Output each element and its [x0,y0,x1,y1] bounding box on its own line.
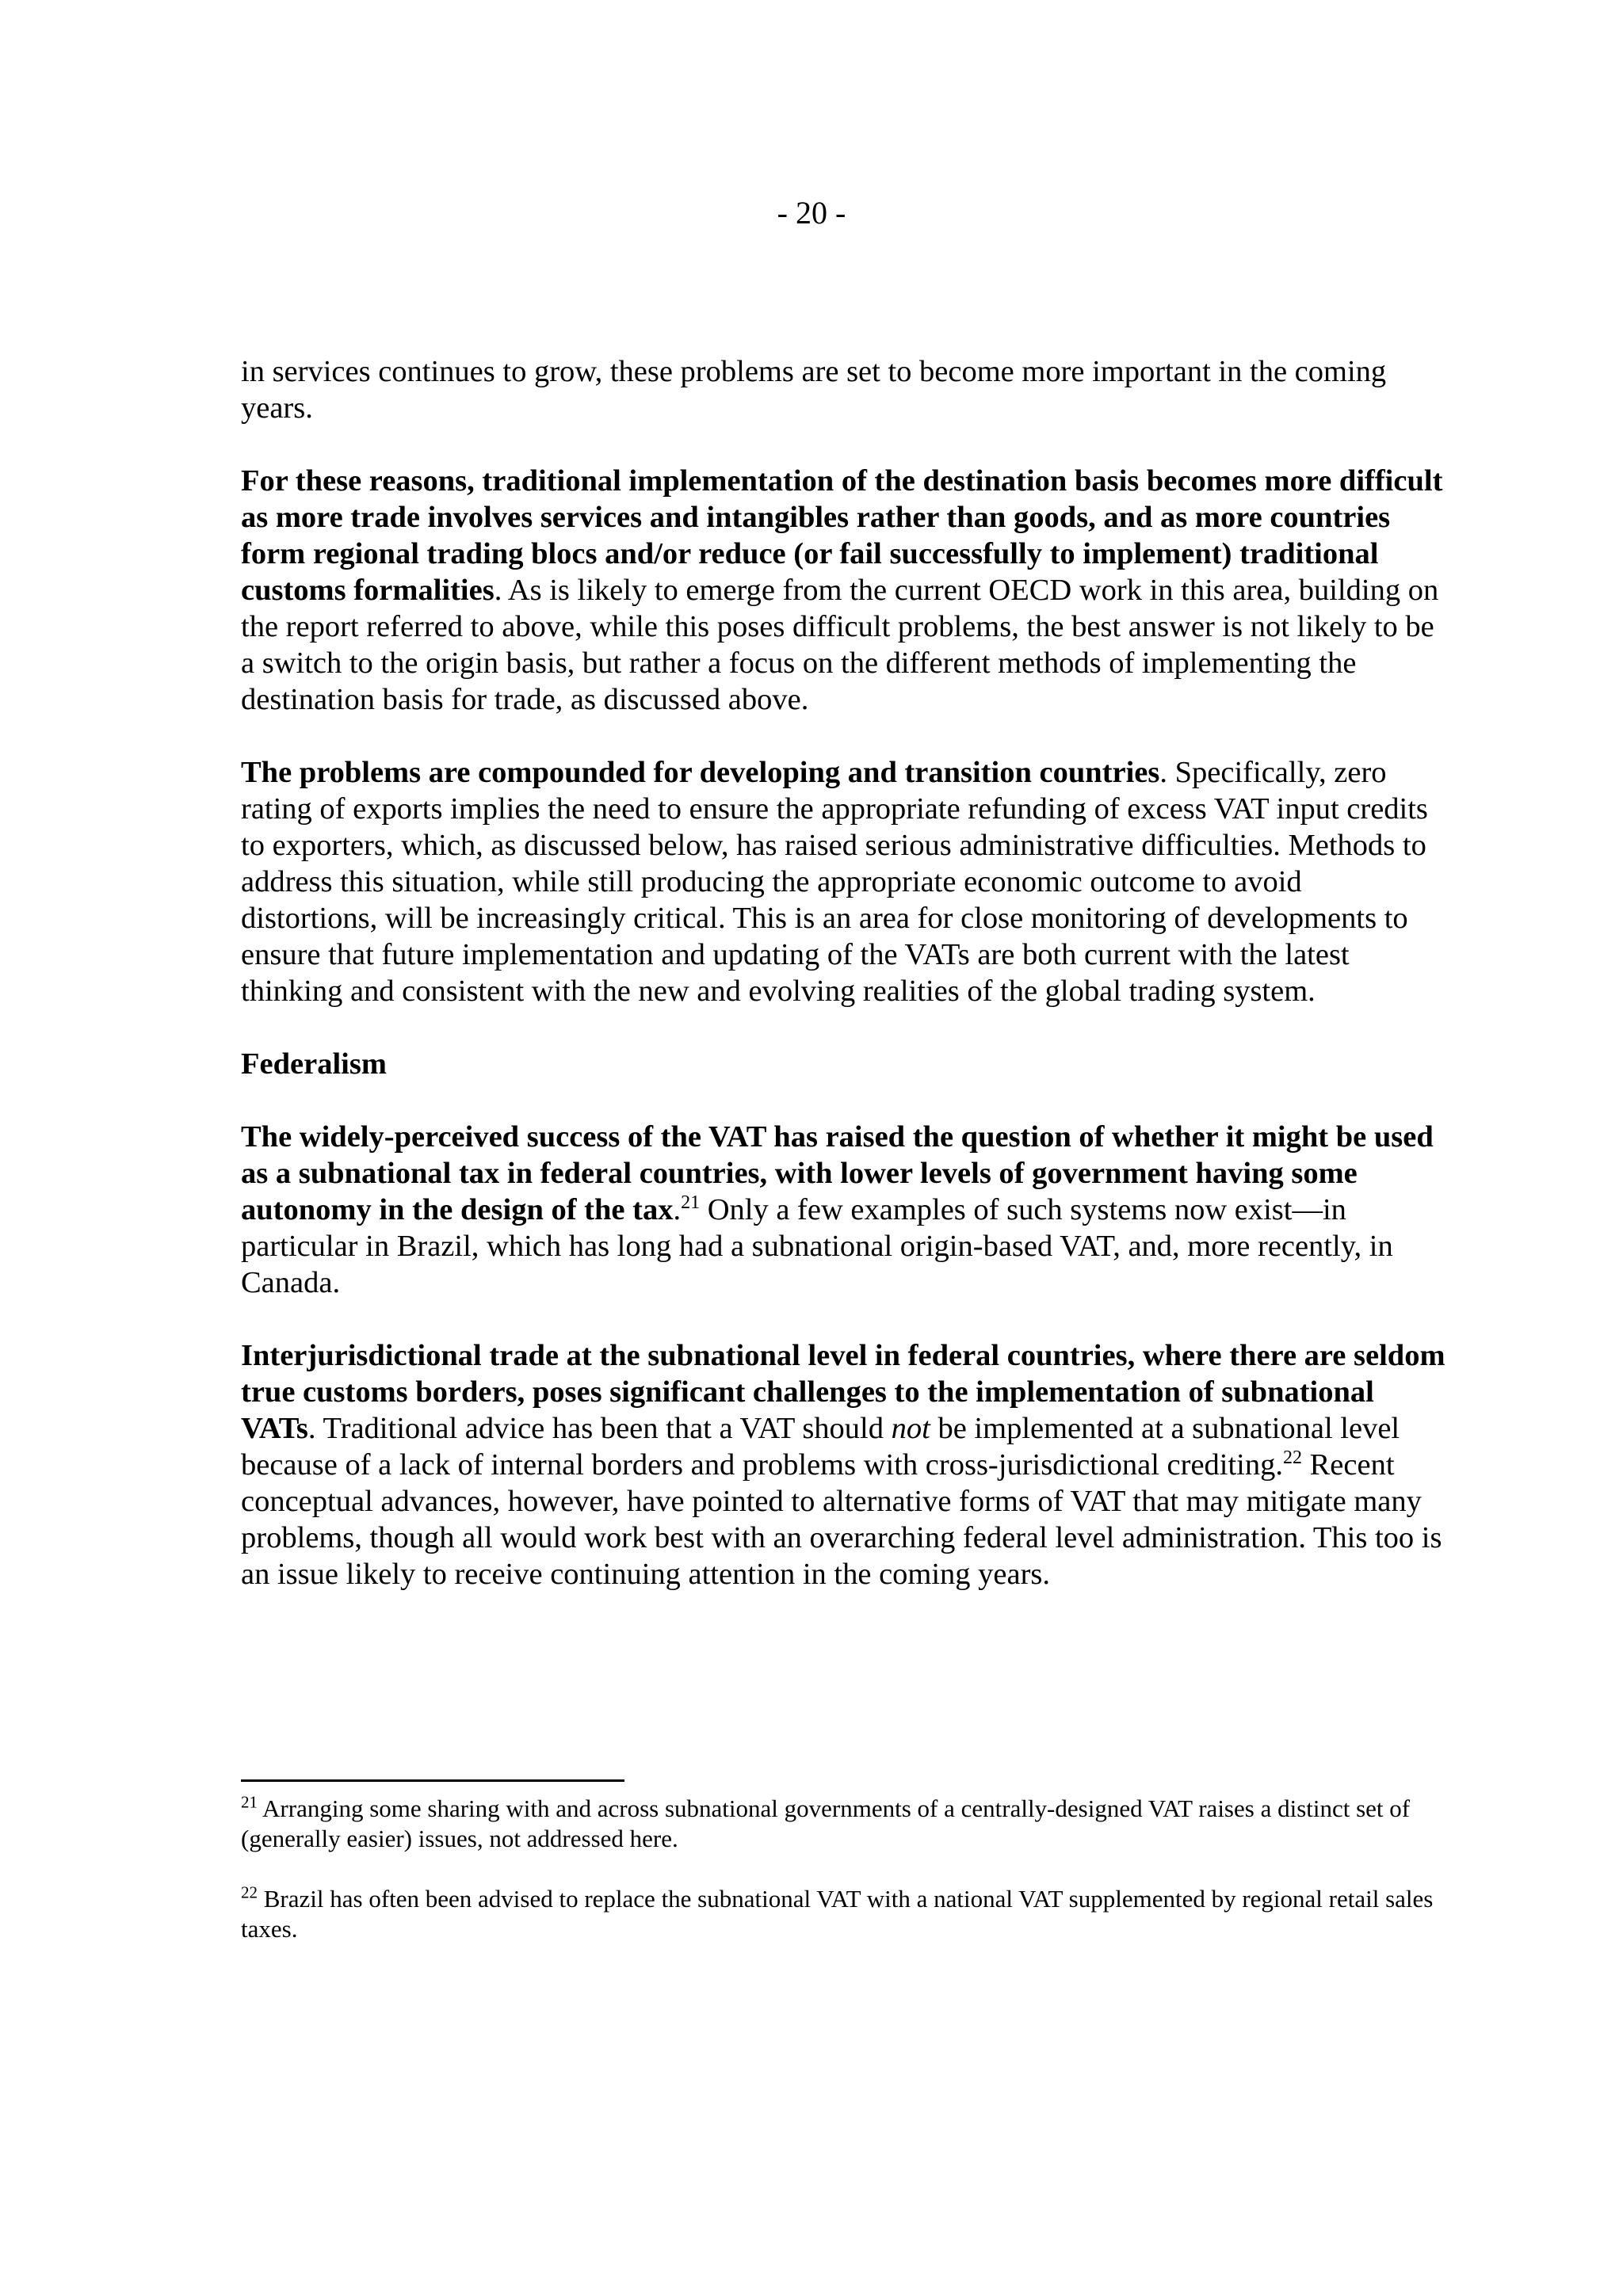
paragraph-interjurisdictional-trade [241,1337,1445,1592]
footnote-divider [241,1779,624,1782]
paragraph-text: Recent conceptual advances, however, have pointed to alternative forms of VAT that may mitigate many problems, though all would work best with an overarching federal level administration. This too is an issue likely to receive continuing attention in the coming years. [241,1448,1442,1591]
body-text [241,353,1445,1629]
paragraph-lead-bold: The problems are compounded for developing and transition countries [241,756,1160,789]
footnote-21 [241,1794,1445,1854]
footnote-text: Brazil has often been advised to replace the subnational VAT with a national VAT supplemented by regional retail sales taxes. [241,1885,1434,1943]
footnote-ref-22[interactable]: 22 [1283,1447,1302,1469]
paragraph-subnational-tax [241,1119,1445,1301]
footnotes [241,1794,1445,1974]
paragraph-developing-countries [241,754,1445,1009]
paragraph-continuation [241,353,1445,426]
paragraph-destination-basis [241,463,1445,718]
paragraph-text: . As is likely to emerge from the current OECD work in this area, building on the report referred to above, while this poses difficult problems, the best answer is not likely to be a switch to the origin basis, but rather a focus on the different methods of implementing the destination basis for trade, as discussed above. [241,574,1439,716]
paragraph-text: be implemented at a subnational level because of a lack of internal borders and problems with cross-jurisdictional crediting. [241,1412,1400,1482]
paragraph-lead-bold: The widely-perceived success of the VAT has raised the question of whether it might be used as a subnational tax in federal countries, with lower levels of government having some autonomy in the design of the tax [241,1120,1434,1226]
paragraph-text: in services continues to grow, these problems are set to become more important in the coming years. [241,355,1387,425]
footnote-text: Arranging some sharing with and across subnational governments of a centrally-designed VAT raises a distinct set of (generally easier) issues, not addressed here. [241,1794,1411,1852]
footnote-number: 21 [241,1792,258,1812]
paragraph-lead-bold: For these reasons, traditional implementation of the destination basis becomes more difficult as more trade involves services and intangibles rather than goods, and as more countries form regional trading blocs and/or reduce (or fail successfully to implement) traditional customs formalities [241,464,1443,607]
footnote-number: 22 [241,1882,258,1902]
paragraph-text: . [673,1193,682,1226]
footnote-22 [241,1884,1445,1944]
section-heading-federalism: Federalism [241,1047,387,1081]
page-number: - 20 - [777,195,846,231]
paragraph-text: . Specifically, zero rating of exports implies the need to ensure the appropriate refunding of excess VAT input credits to exporters, which, as discussed below, has raised serious administrative difficulties. Methods to address this situation, while still producing the appropriate economic outcome to avoid distortions, will be increasingly critical. This is an area for close monitoring of developments to ensure that future implementation and updating of the VATs are both current with the latest thinking and consistent with the new and evolving realities of the global trading system. [241,756,1428,1008]
paragraph-text: . Traditional advice has been that a VAT should [307,1412,892,1445]
paragraph-text: Only a few examples of such systems now exist—in particular in Brazil, which has long had a subnational origin-based VAT, and, more recently, in Canada. [241,1193,1393,1299]
paragraph-emphasis: not [891,1412,930,1445]
footnote-ref-21[interactable]: 21 [681,1192,701,1214]
paragraph-lead-bold: Interjurisdictional trade at the subnational level in federal countries, where there are seldom true customs borders, poses significant challenges to the implementation of subnational VATs [241,1339,1445,1445]
